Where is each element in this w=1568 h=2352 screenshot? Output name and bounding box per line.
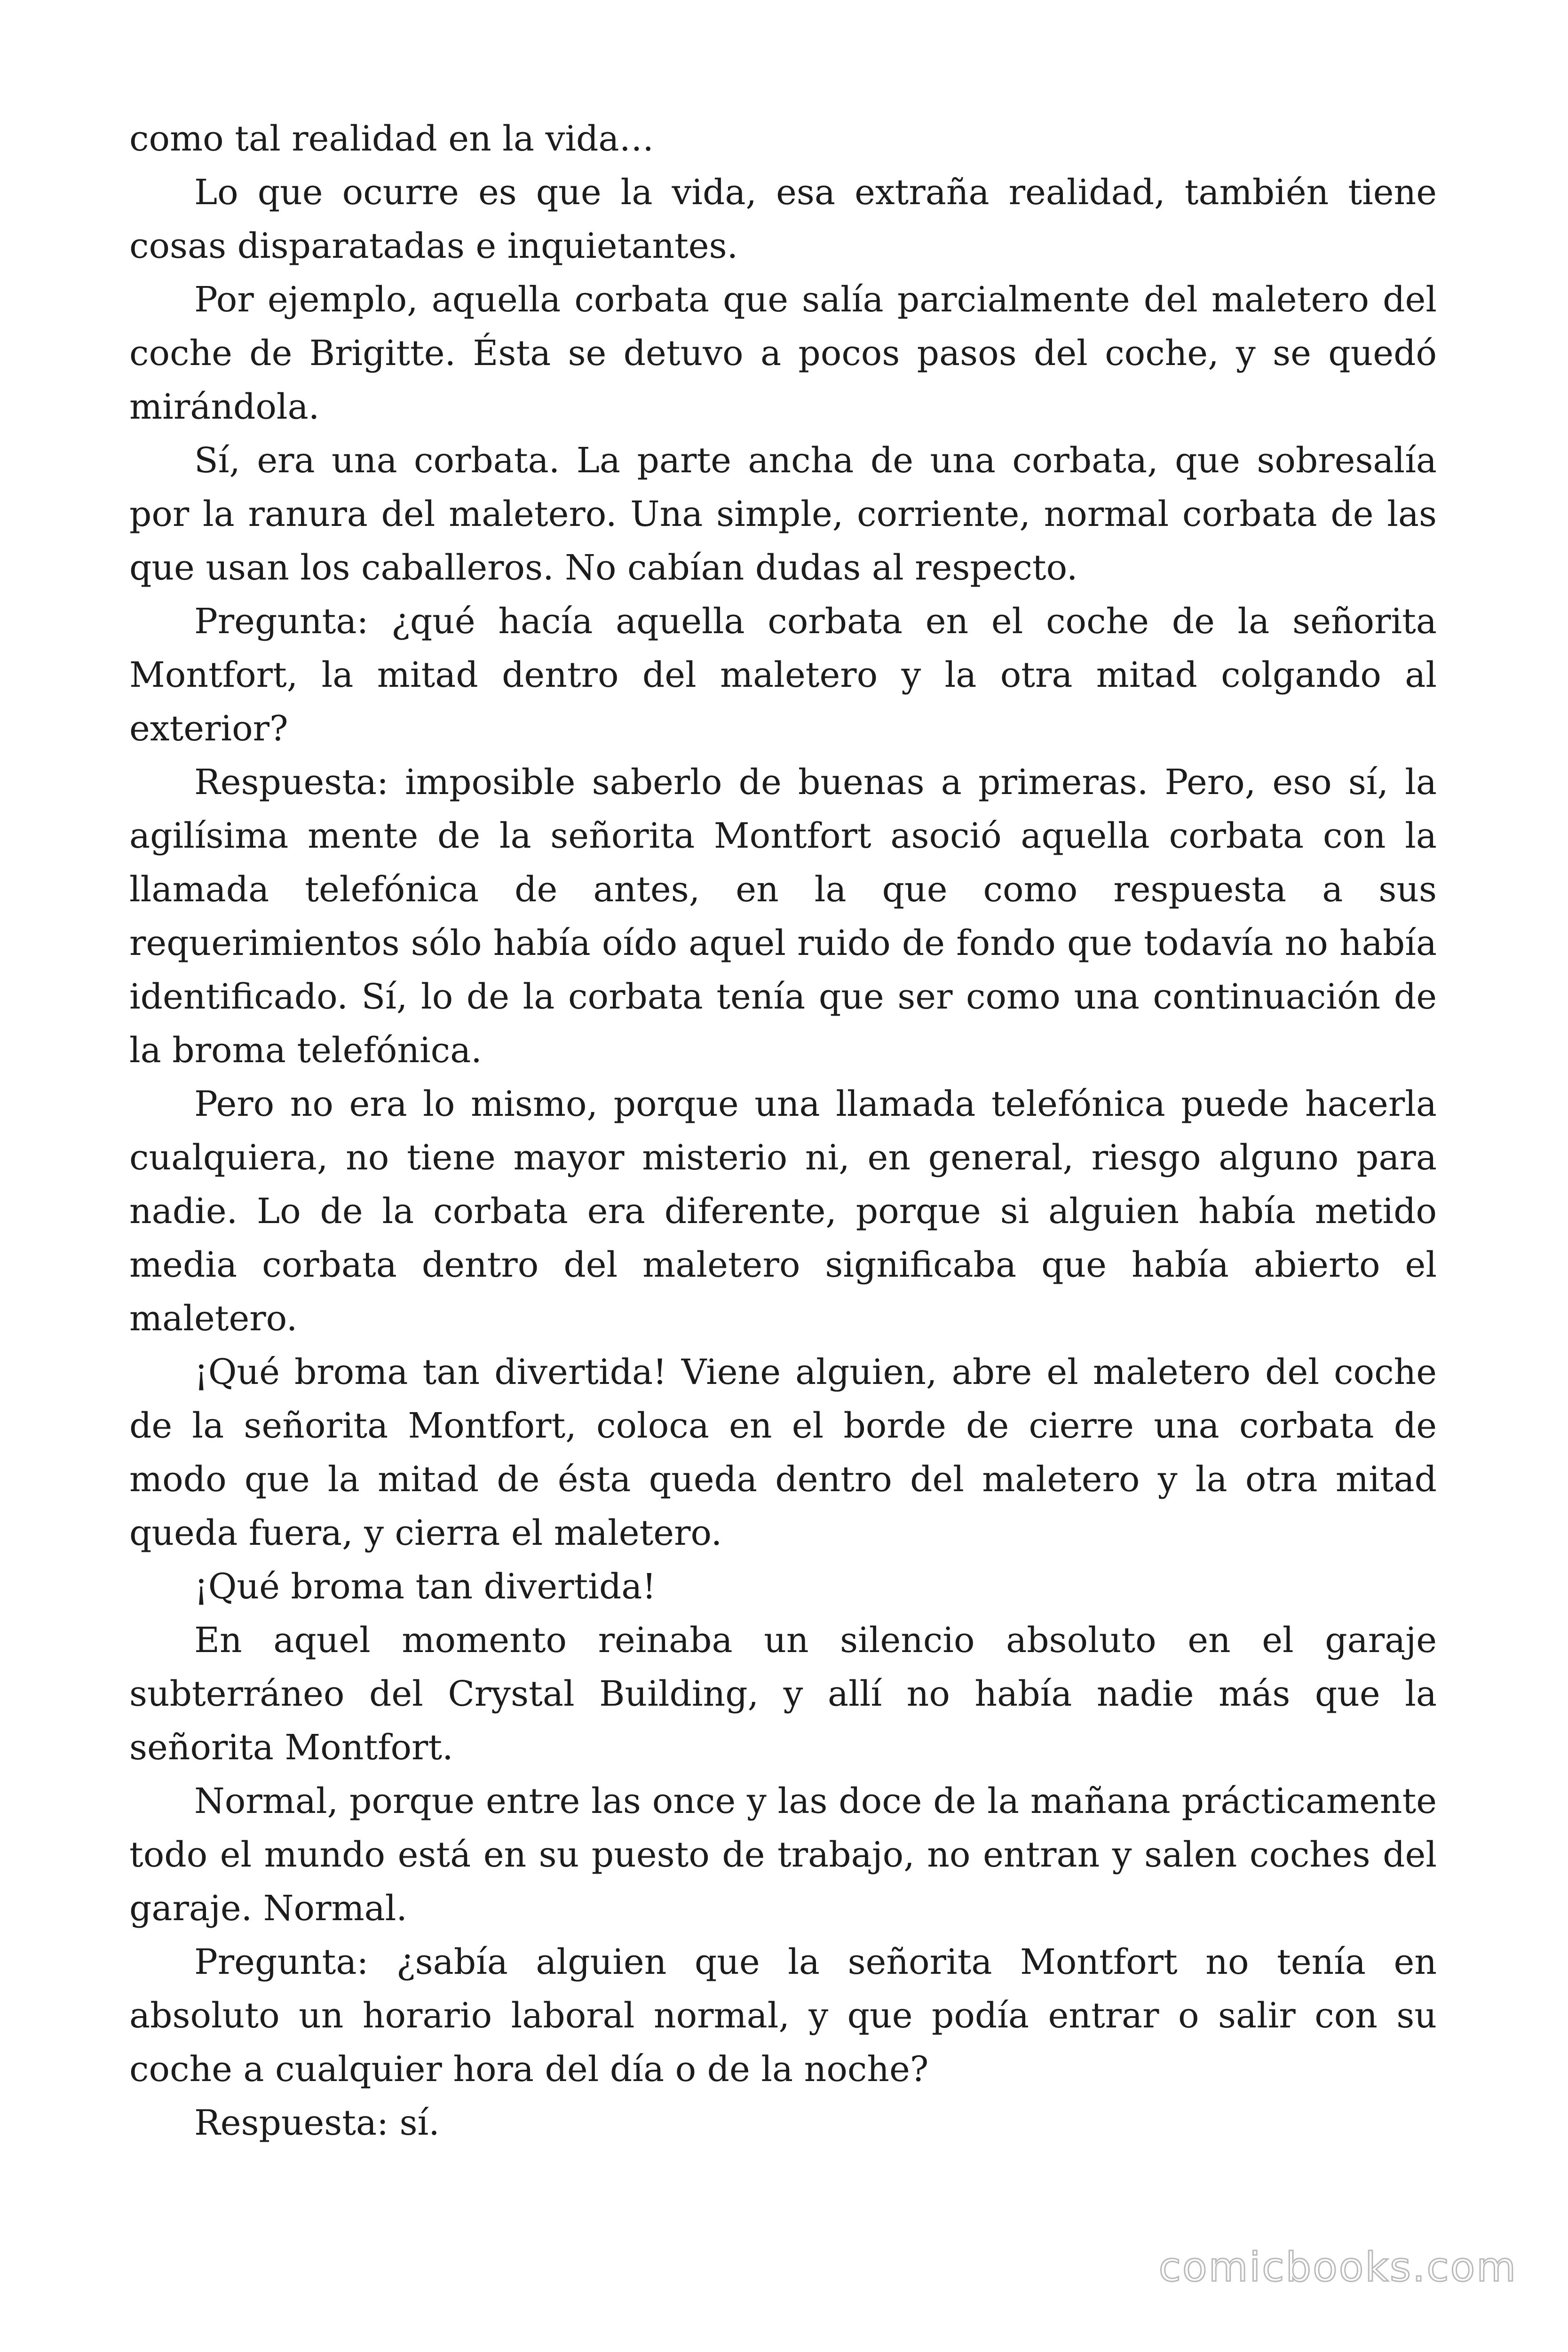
- paragraph: Pregunta: ¿sabía alguien que la señorita Montfort no tenía en absoluto un horario laboral normal, y que podía entrar o salir con su coche a cualquier hora del día o de la noche?: [129, 1942, 1437, 2090]
- paragraph: Respuesta: imposible saberlo de buenas a primeras. Pero, eso sí, la agilísima mente de la señorita Montfort asoció aquella corbata con la llamada telefónica de antes, en la que como respuesta a sus requerimientos sólo había oído aquel ruido de fondo que todavía no había identificado. Sí, lo de la corbata tenía que ser como una continuación de la broma telefónica.: [129, 762, 1437, 1071]
- paragraph: Normal, porque entre las once y las doce de la mañana prácticamente todo el mundo está en su puesto de trabajo, no entran y salen coches del garaje. Normal.: [129, 1781, 1437, 1929]
- paragraph: ¡Qué broma tan divertida!: [194, 1566, 657, 1607]
- page-body-text: [129, 112, 1437, 2150]
- paragraph: Pero no era lo mismo, porque una llamada telefónica puede hacerla cualquiera, no tiene mayor misterio ni, en general, riesgo alguno para nadie. Lo de la corbata era diferente, porque si alguien había metido media corbata dentro del maletero significaba que había abierto el maletero.: [129, 1084, 1437, 1339]
- paragraph-continuation: como tal realidad en la vida…: [129, 119, 654, 159]
- paragraph: Sí, era una corbata. La parte ancha de una corbata, que sobresalía por la ranura del maletero. Una simple, corriente, normal corbata de las que usan los caballeros. No cabían dudas al respecto.: [129, 440, 1437, 588]
- paragraph: Respuesta: sí.: [194, 2103, 440, 2143]
- paragraph: Por ejemplo, aquella corbata que salía parcialmente del maletero del coche de Brigitte. Ésta se detuvo a pocos pasos del coche, y se quedó mirándola.: [129, 279, 1437, 427]
- paragraph: Lo que ocurre es que la vida, esa extraña realidad, también tiene cosas disparatadas e inquietantes.: [129, 172, 1437, 266]
- watermark: comicbooks.com: [1158, 2244, 1517, 2291]
- paragraph: En aquel momento reinaba un silencio absoluto en el garaje subterráneo del Crystal Building, y allí no había nadie más que la señorita Montfort.: [129, 1620, 1437, 1768]
- paragraph: Pregunta: ¿qué hacía aquella corbata en el coche de la señorita Montfort, la mitad dentro del maletero y la otra mitad colgando al exterior?: [129, 601, 1437, 749]
- paragraph: ¡Qué broma tan divertida! Viene alguien, abre el maletero del coche de la señorita Montfort, coloca en el borde de cierre una corbata de modo que la mitad de ésta queda dentro del maletero y la otra mitad queda fuera, y cierra el maletero.: [129, 1352, 1437, 1553]
